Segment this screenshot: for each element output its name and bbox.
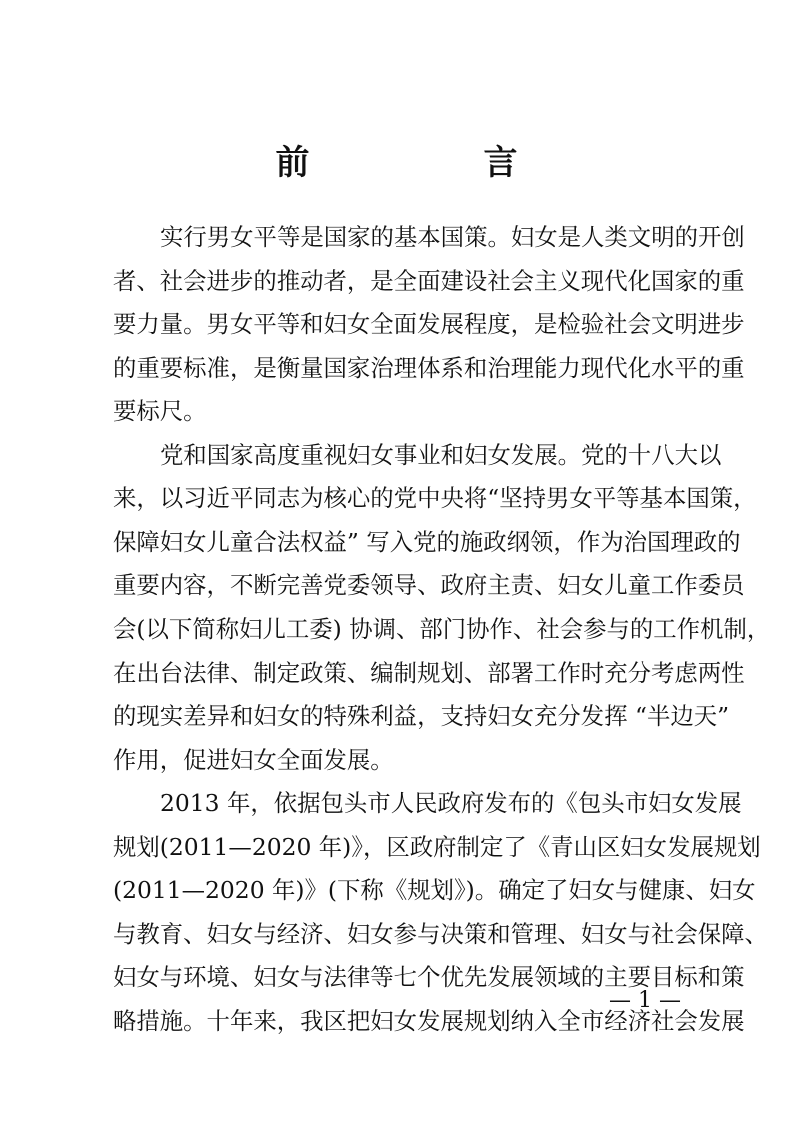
paragraph-1-line-2: 者、社会进步的推动者，是全面建设社会主义现代化国家的重 — [113, 267, 745, 295]
paragraph-1-line-5: 要标尺。 — [113, 397, 207, 425]
paragraph-3-line-4: 与教育、妇女与经济、妇女参与决策和管理、妇女与社会保障、 — [113, 920, 768, 948]
paragraph-2-line-2: 来，以习近平同志为核心的党中央将“坚持男女平等基本国策， — [113, 484, 757, 512]
paragraph-3-line-3: (2011—2020 年)》(下称《规划》)。确定了妇女与健康、妇女 — [113, 876, 756, 904]
paragraph-2-line-6: 在出台法律、制定政策、编制规划、部署工作时充分考虑两性 — [113, 659, 745, 687]
paragraph-3-line-1: 2013 年，依据包头市人民政府发布的《包头市妇女发展 — [160, 789, 742, 817]
paragraph-2-line-4: 重要内容，不断完善党委领导、政府主责、妇女儿童工作委员 — [113, 571, 745, 599]
paragraph-2-line-7: 的现实差异和妇女的特殊利益，支持妇女充分发挥 “半边天” — [113, 702, 730, 730]
paragraph-3-line-2: 规划(2011—2020 年)》，区政府制定了《青山区妇女发展规划 — [113, 833, 761, 861]
page-title: 前 言 — [275, 143, 588, 183]
paragraph-3-line-5: 妇女与环境、妇女与法律等七个优先发展领域的主要目标和策 — [113, 963, 745, 991]
paragraph-2-line-8: 作用，促进妇女全面发展。 — [113, 746, 394, 774]
paragraph-3-line-6: 略措施。十年来，我区把妇女发展规划纳入全市经济社会发展 — [113, 1007, 745, 1035]
paragraph-1-line-3: 要力量。男女平等和妇女全面发展程度，是检验社会文明进步 — [113, 310, 745, 338]
page-number: — 1 — — [609, 988, 681, 1013]
paragraph-2-line-5: 会(以下简称妇儿工委) 协调、部门协作、社会参与的工作机制， — [113, 615, 771, 643]
paragraph-1-line-1: 实行男女平等是国家的基本国策。妇女是人类文明的开创 — [160, 223, 745, 251]
paragraph-2-line-1: 党和国家高度重视妇女事业和妇女发展。党的十八大以 — [160, 441, 722, 469]
paragraph-2-line-3: 保障妇女儿童合法权益” 写入党的施政纲领，作为治国理政的 — [113, 528, 741, 556]
paragraph-1-line-4: 的重要标准，是衡量国家治理体系和治理能力现代化水平的重 — [113, 354, 745, 382]
